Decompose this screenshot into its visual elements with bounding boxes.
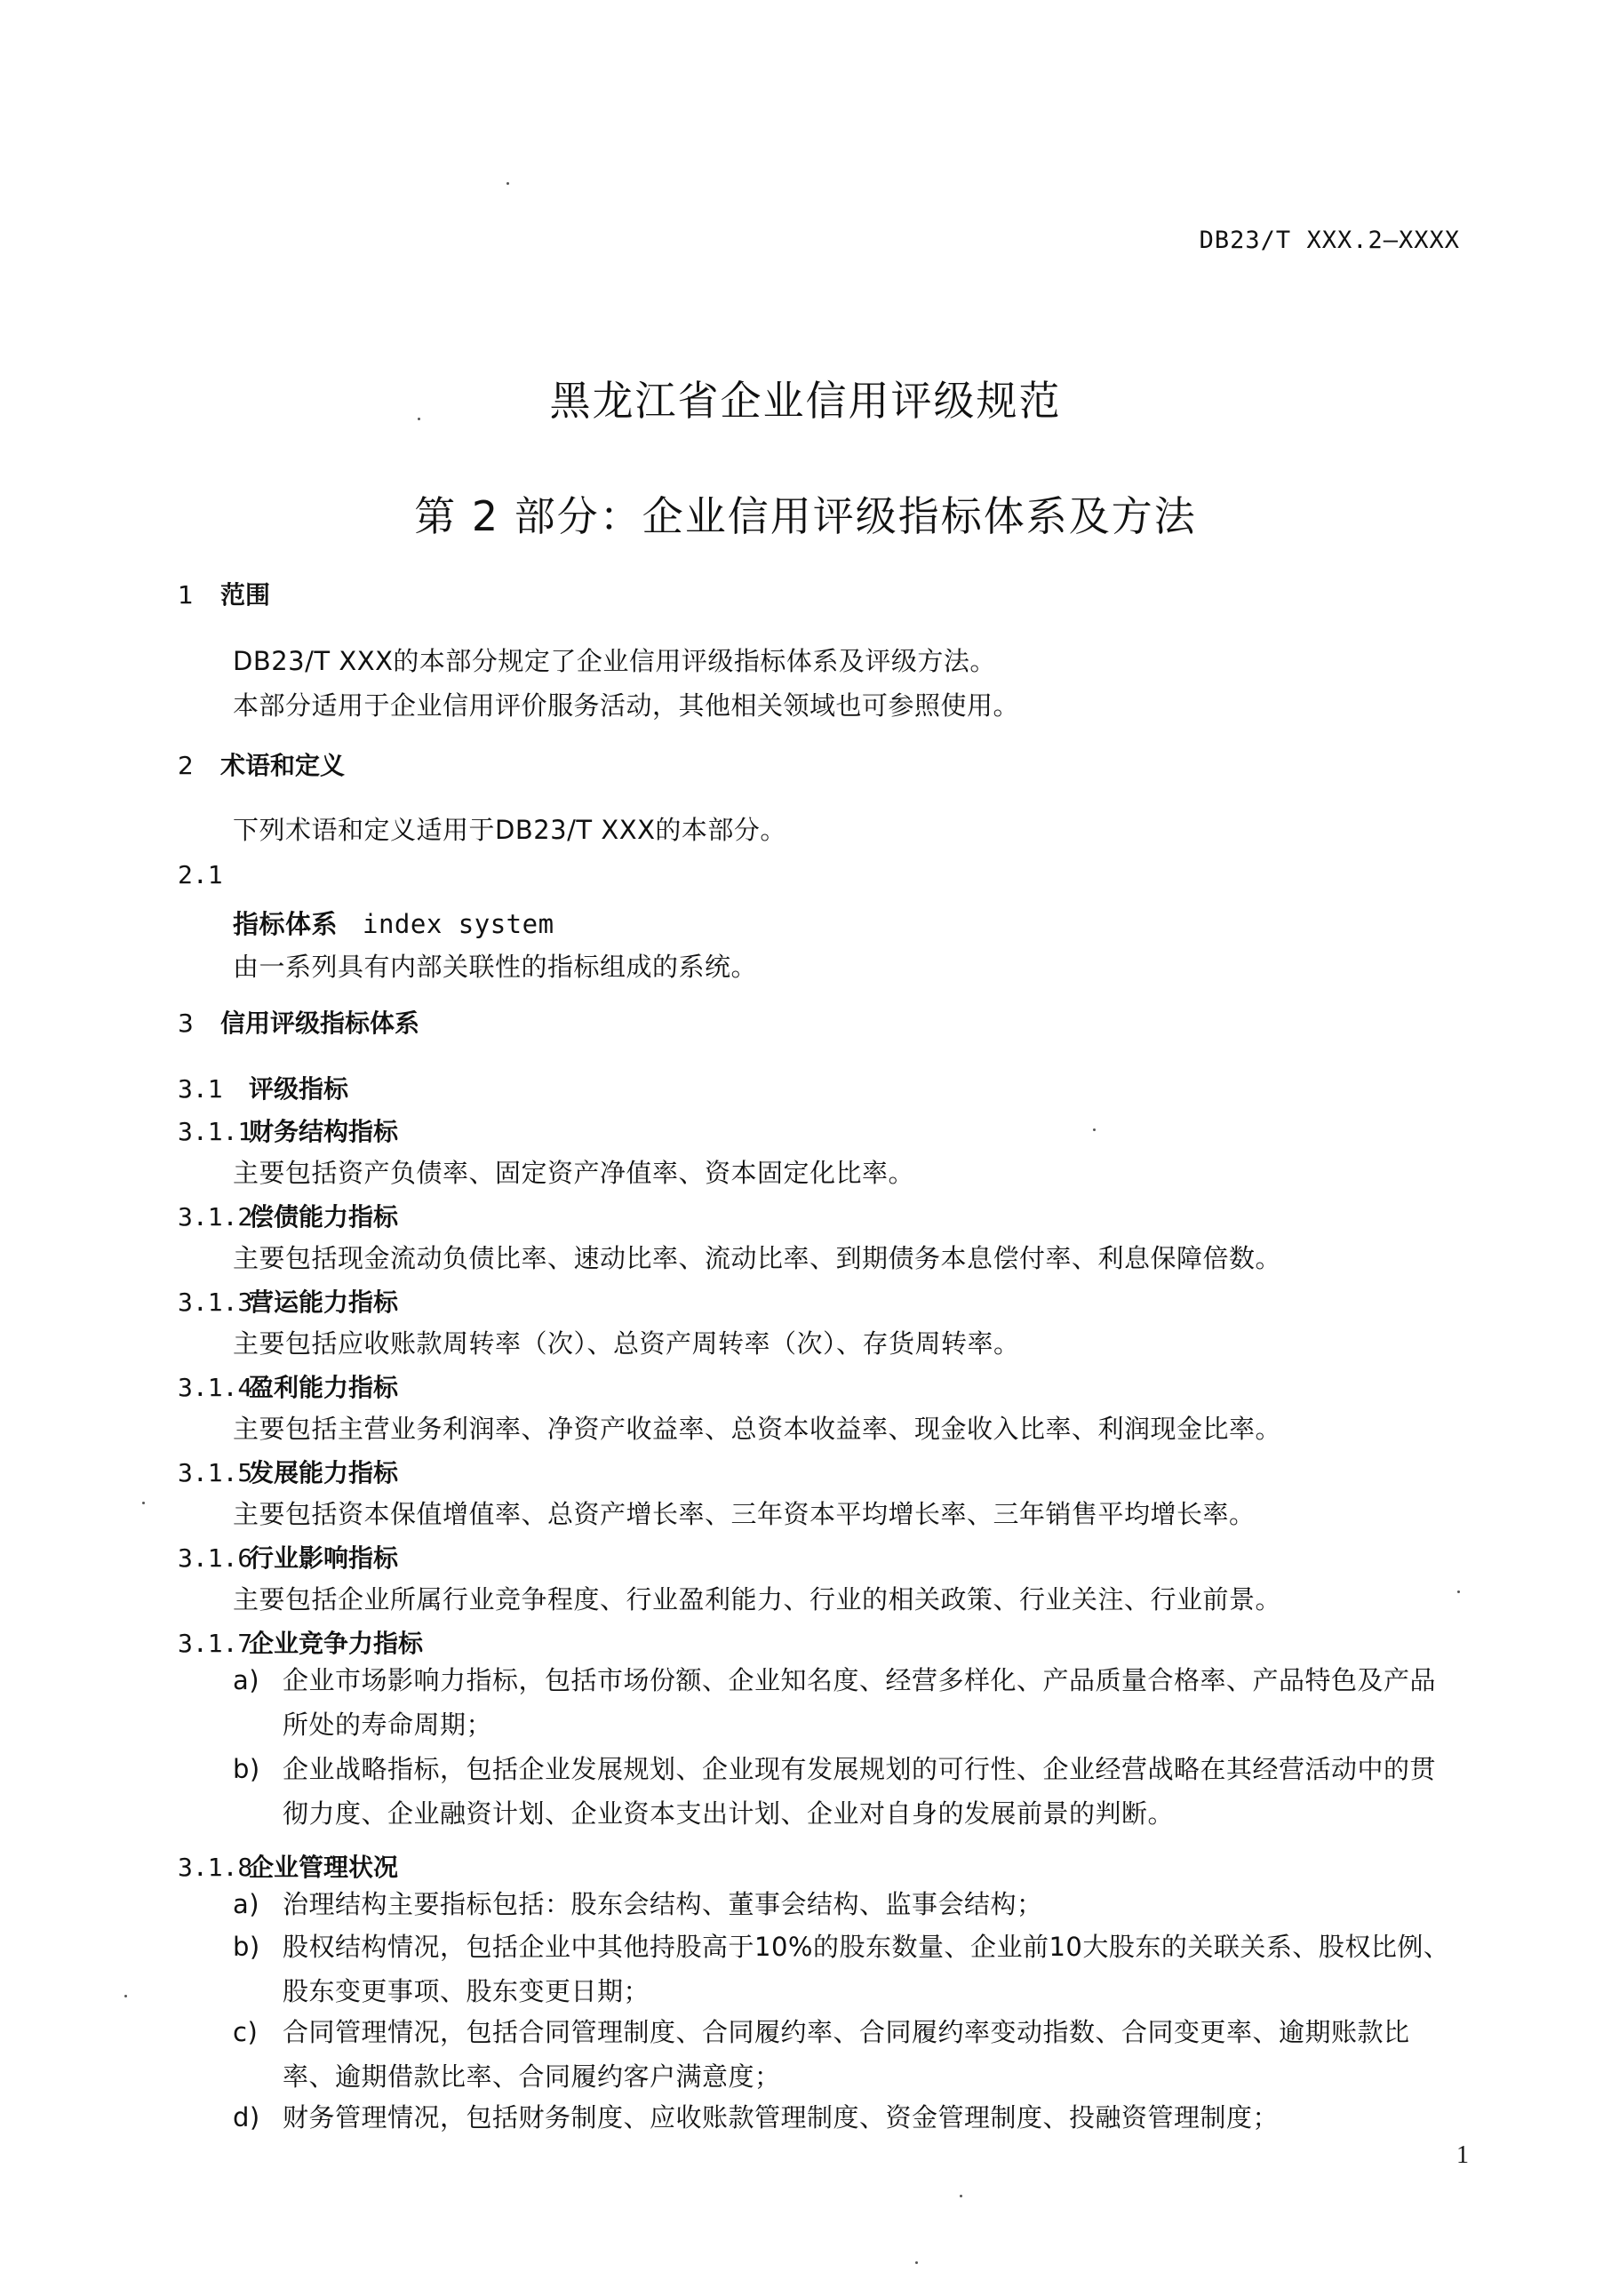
term-definition: 由一系列具有内部关联性的指标组成的系统。 [233,952,758,982]
scan-speck [1457,1590,1460,1593]
section-2-paragraph: 下列术语和定义适用于DB23/T XXX的本部分。 [233,815,786,845]
clause-heading: 3.1.7企业竞争力指标 [178,1629,424,1658]
section-2-heading [178,746,345,782]
list-text: 治理结构主要指标包括：股东会结构、董事会结构、监事会结构； [283,1889,1043,1919]
list-text: 财务管理情况，包括财务制度、应收账款管理制度、资金管理制度、投融资管理制度； [283,2102,1280,2133]
term-entry [233,905,554,941]
scan-speck [960,2195,962,2197]
clause-heading: 3.1.1财务结构指标 [178,1117,399,1146]
section-title: 信用评级指标体系 [220,1008,420,1038]
scan-speck [1093,1128,1096,1131]
clause-text: 主要包括企业所属行业竞争程度、行业盈利能力、行业的相关政策、行业关注、行业前景。 [233,1584,1282,1614]
section-1-paragraph-1: DB23/T XXX的本部分规定了企业信用评级指标体系及评级方法。 [233,646,996,676]
clause-text: 主要包括应收账款周转率（次）、总资产周转率（次）、存货周转率。 [233,1328,1020,1359]
section-number: 3 [178,1008,194,1038]
list-item [233,1658,1459,1747]
list-marker: a) [233,1665,260,1695]
scan-speck [506,182,509,185]
clause-heading: 3.1.6行业影响指标 [178,1543,399,1573]
section-1-paragraph-2: 本部分适用于企业信用评价服务活动，其他相关领域也可参照使用。 [233,690,1020,721]
document-code: DB23/T XXX.2—XXXX [1199,227,1460,254]
clause-heading: 3.1.8企业管理状况 [178,1853,399,1882]
section-1-heading [178,576,270,611]
subsection-3-1-heading: 3.1 评级指标 [178,1074,349,1104]
list-marker: a) [233,1889,260,1919]
list-marker: b) [233,1932,260,1962]
clause-text: 主要包括资本保值增值率、总资产增长率、三年资本平均增长率、三年销售平均增长率。 [233,1499,1256,1529]
list-text: 合同管理情况，包括合同管理制度、合同履约率、合同履约率变动指数、合同变更率、逾期账款比率、逾期借款比率、合同履约客户满意度； [283,2017,1410,2092]
term-english: index system [363,909,554,939]
list-item [233,1925,1459,2013]
list-marker: b) [233,1754,260,1784]
list-marker: c) [233,2017,259,2047]
section-number: 2 [178,751,194,780]
term-number: 2.1 [178,860,223,889]
list-text: 股权结构情况，包括企业中其他持股高于10%的股东数量、企业前10大股东的关联关系、股权比例、股东变更事项、股东变更日期； [283,1932,1450,2006]
scan-speck [418,418,420,420]
list-item [233,2095,1459,2140]
term-chinese: 指标体系 [233,909,339,939]
section-title: 术语和定义 [220,751,346,780]
document-subtitle: 第 2 部分：企业信用评级指标体系及方法 [414,492,1197,540]
section-3-heading [178,1004,419,1040]
list-item [233,2010,1459,2099]
section-title: 范围 [220,580,271,610]
section-number: 1 [178,580,194,610]
clause-heading: 3.1.5发展能力指标 [178,1458,399,1487]
list-text: 企业战略指标，包括企业发展规划、企业现有发展规划的可行性、企业经营战略在其经营活动中的贯彻力度、企业融资计划、企业资本支出计划、企业对自身的发展前景的判断。 [283,1754,1437,1829]
clause-heading: 3.1.2偿债能力指标 [178,1202,399,1232]
list-item [233,1747,1459,1836]
list-marker: d) [233,2102,260,2133]
scan-speck [124,1995,127,1997]
clause-text: 主要包括主营业务利润率、净资产收益率、总资本收益率、现金收入比率、利润现金比率。 [233,1414,1282,1444]
clause-heading: 3.1.3营运能力指标 [178,1288,399,1317]
document-title: 黑龙江省企业信用评级规范 [549,377,1062,425]
clause-text: 主要包括现金流动负债比率、速动比率、流动比率、到期债务本息偿付率、利息保障倍数。 [233,1243,1282,1273]
clause-text: 主要包括资产负债率、固定资产净值率、资本固定化比率。 [233,1158,915,1188]
list-text: 企业市场影响力指标，包括市场份额、企业知名度、经营多样化、产品质量合格率、产品特色及产品所处的寿命周期； [283,1665,1437,1740]
clause-heading: 3.1.4盈利能力指标 [178,1373,399,1402]
list-item [233,1882,1459,1926]
scan-speck [142,1502,145,1504]
scan-speck [915,2261,918,2264]
page-number: 1 [1456,2141,1469,2169]
